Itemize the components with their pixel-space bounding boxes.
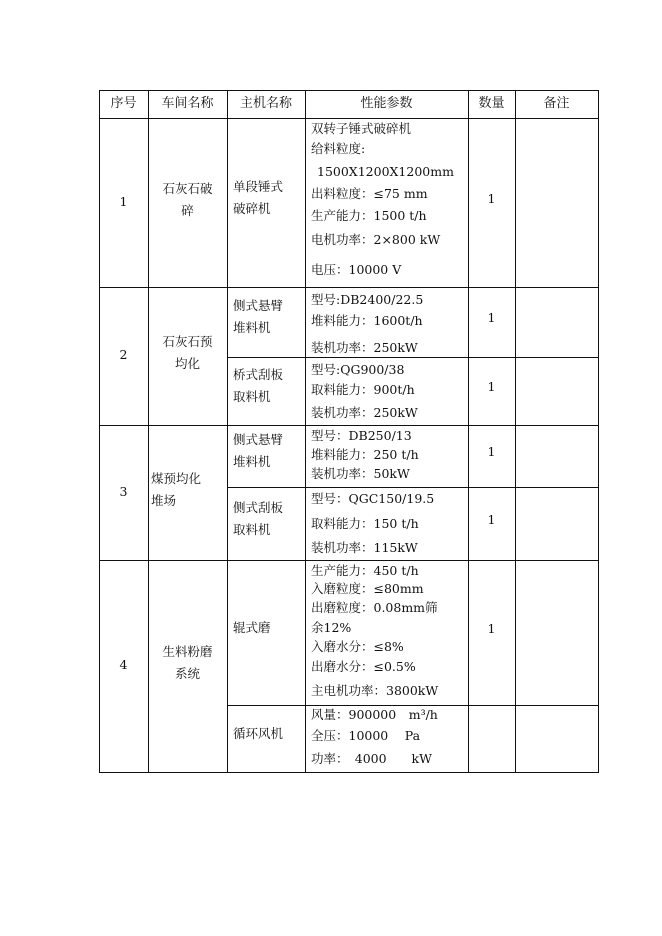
performance-param: 出料粒度：≤75 mm bbox=[311, 186, 428, 201]
performance-param: 风量：900000 m³/h bbox=[311, 707, 438, 722]
performance-param: 装机功率：250kW bbox=[311, 405, 418, 420]
performance-param: 电机功率：2×800 kW bbox=[311, 232, 441, 247]
quantity: 1 bbox=[487, 511, 496, 527]
column-header: 序号 bbox=[110, 96, 137, 111]
performance-param: 型号：DB250/13 bbox=[311, 428, 412, 443]
table-rule bbox=[227, 487, 599, 488]
workshop-name: 煤预均化 bbox=[151, 470, 202, 486]
performance-param: 出磨水分：≤0.5% bbox=[311, 659, 416, 674]
machine-name: 单段锤式 bbox=[233, 178, 284, 194]
performance-param: 装机功率：50kW bbox=[311, 466, 410, 481]
machine-name: 侧式刮板 bbox=[233, 499, 284, 515]
performance-param: 生产能力：1500 t/h bbox=[311, 208, 427, 223]
performance-param: 装机功率：115kW bbox=[311, 540, 418, 555]
machine-name: 辊式磨 bbox=[233, 619, 271, 635]
performance-param: 生产能力：450 t/h bbox=[311, 563, 419, 578]
machine-name: 侧式悬臂 bbox=[233, 298, 284, 313]
table-rule bbox=[99, 772, 599, 773]
performance-param: 型号:DB2400/22.5 bbox=[311, 292, 424, 307]
row-index: 2 bbox=[119, 347, 128, 362]
table-rule bbox=[227, 357, 599, 358]
performance-param: 入磨水分：≤8% bbox=[311, 639, 404, 654]
performance-param: 装机功率：250kW bbox=[311, 340, 418, 355]
table-rule bbox=[227, 705, 599, 706]
machine-name: 循环风机 bbox=[233, 725, 284, 741]
table-rule bbox=[515, 90, 516, 773]
quantity: 1 bbox=[487, 310, 496, 325]
table-rule bbox=[99, 425, 599, 426]
workshop-name: 石灰石预 bbox=[162, 334, 213, 349]
performance-param: 取料能力：900t/h bbox=[311, 382, 415, 397]
workshop-name: 系统 bbox=[174, 666, 200, 681]
row-index: 4 bbox=[119, 657, 128, 672]
column-header: 数量 bbox=[478, 96, 505, 111]
workshop-name: 碎 bbox=[181, 202, 194, 218]
column-header: 备注 bbox=[543, 96, 570, 111]
machine-name: 堆料机 bbox=[233, 454, 271, 469]
row-index: 3 bbox=[119, 483, 128, 499]
performance-param: 主电机功率：3800kW bbox=[311, 683, 439, 698]
column-header: 车间名称 bbox=[161, 96, 214, 111]
quantity: 1 bbox=[487, 444, 496, 459]
performance-param: 堆料能力：1600t/h bbox=[311, 313, 423, 328]
performance-param: 型号：QGC150/19.5 bbox=[311, 491, 435, 506]
workshop-name: 石灰石破 bbox=[162, 180, 213, 196]
performance-param: 双转子锤式破碎机 bbox=[311, 121, 412, 136]
quantity: 1 bbox=[487, 379, 496, 394]
machine-name: 堆料机 bbox=[233, 320, 271, 335]
machine-name: 侧式悬臂 bbox=[233, 432, 284, 447]
machine-name: 桥式刮板 bbox=[233, 367, 284, 382]
table-rule bbox=[99, 90, 599, 91]
performance-param: 堆料能力：250 t/h bbox=[311, 447, 419, 462]
performance-param: 全压：10000 Pa bbox=[311, 728, 421, 743]
table-rule bbox=[305, 90, 306, 773]
performance-param: 功率： 4000 kW bbox=[311, 751, 432, 766]
workshop-name: 均化 bbox=[174, 356, 200, 371]
workshop-name: 堆场 bbox=[151, 492, 177, 508]
machine-name: 破碎机 bbox=[233, 200, 271, 216]
performance-param: 电压：10000 V bbox=[311, 262, 402, 277]
table-rule bbox=[99, 118, 599, 119]
row-index: 1 bbox=[119, 193, 128, 209]
table-rule bbox=[99, 287, 599, 288]
quantity: 1 bbox=[487, 190, 496, 206]
table-rule bbox=[227, 90, 228, 773]
column-header: 主机名称 bbox=[239, 96, 292, 111]
workshop-name: 生料粉磨 bbox=[162, 644, 213, 659]
table-rule bbox=[598, 90, 599, 773]
performance-param: 余12% bbox=[311, 620, 352, 635]
quantity: 1 bbox=[487, 620, 496, 636]
performance-param: 出磨粒度：0.08mm筛 bbox=[311, 600, 438, 615]
machine-name: 取料机 bbox=[233, 521, 271, 537]
performance-param: 入磨粒度：≤80mm bbox=[311, 581, 424, 596]
performance-param: 型号:QG900/38 bbox=[311, 362, 405, 377]
performance-param: 给料粒度: bbox=[311, 141, 366, 156]
machine-name: 取料机 bbox=[233, 389, 271, 404]
performance-param: 1500X1200X1200mm bbox=[317, 164, 454, 179]
performance-param: 取料能力：150 t/h bbox=[311, 516, 419, 531]
table-rule bbox=[99, 560, 599, 561]
column-header: 性能参数 bbox=[360, 96, 413, 111]
